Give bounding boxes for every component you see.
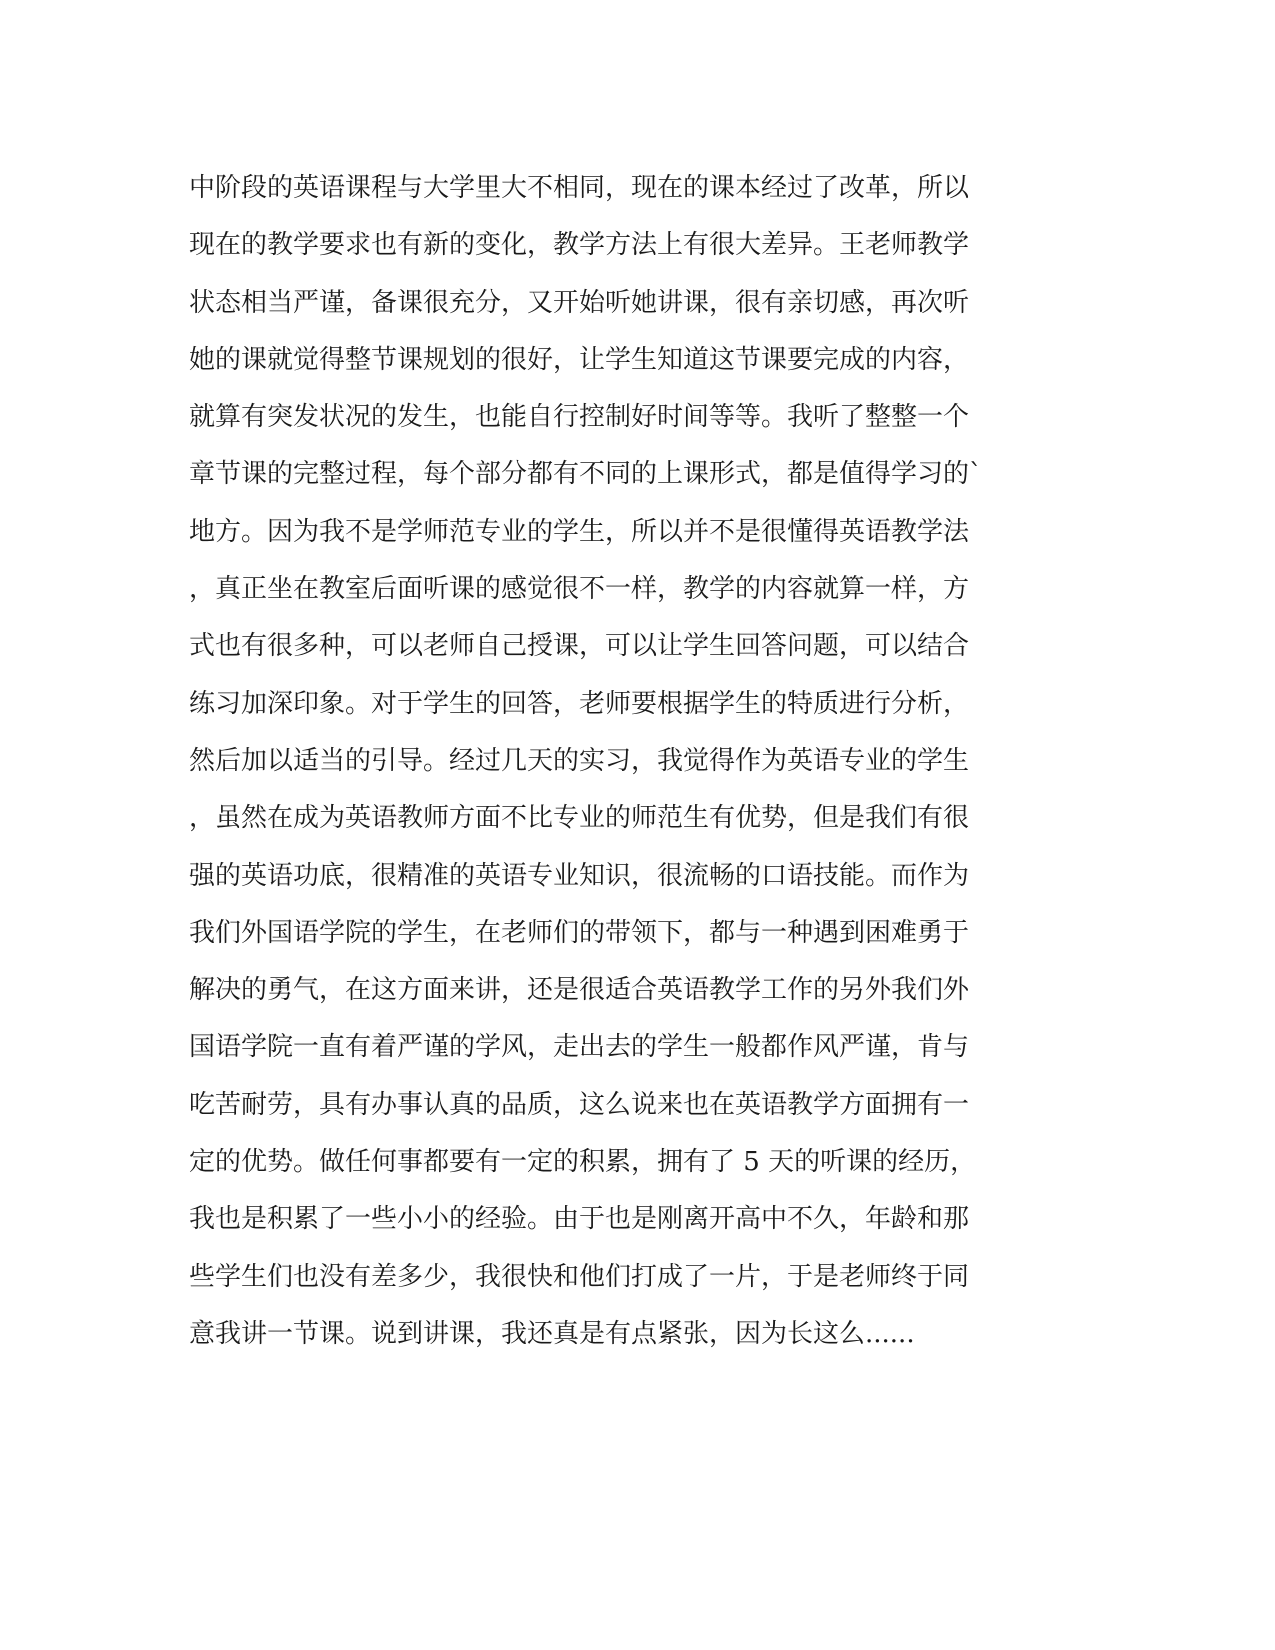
text-line-7: 地方。因为我不是学师范专业的学生，所以并不是很懂得英语教学法 [189,516,970,547]
text-line-21: 意我讲一节课。说到讲课，我还真是有点紧张，因为长这么...... [189,1318,915,1349]
text-line-15: 解决的勇气，在这方面来讲，还是很适合英语教学工作的另外我们外 [189,975,970,1006]
text-line-2: 现在的教学要求也有新的变化，教学方法上有很大差异。王老师教学 [189,230,970,261]
text-line-4: 她的课就觉得整节课规划的很好，让学生知道这节课要完成的内容， [189,344,970,375]
text-line-17: 吃苦耐劳，具有办事认真的品质，这么说来也在英语教学方面拥有一 [189,1089,970,1120]
text-line-14: 我们外国语学院的学生，在老师们的带领下，都与一种遇到困难勇于 [189,917,970,948]
body-text [189,160,1069,1363]
text-line-9: 式也有很多种，可以老师自己授课，可以让学生回答问题，可以结合 [189,631,970,662]
text-line-8: ，真正坐在教室后面听课的感觉很不一样，教学的内容就算一样，方 [189,574,970,605]
text-line-3: 状态相当严谨，备课很充分，又开始听她讲课，很有亲切感，再次听 [189,287,970,318]
text-line-1: 中阶段的英语课程与大学里大不相同，现在的课本经过了改革，所以 [189,173,970,203]
text-line-6: 章节课的完整过程，每个部分都有不同的上课形式，都是值得学习的` [189,459,983,490]
text-line-11: 然后加以适当的引导。经过几天的实习，我觉得作为英语专业的学生 [189,745,970,776]
text-line-20: 些学生们也没有差多少，我很快和他们打成了一片，于是老师终于同 [189,1261,970,1292]
text-line-12: ，虽然在成为英语教师方面不比专业的师范生有优势，但是我们有很 [189,803,970,834]
text-line-16: 国语学院一直有着严谨的学风，走出去的学生一般都作风严谨，肯与 [189,1032,970,1063]
text-line-18: 定的优势。做任何事都要有一定的积累，拥有了 5 天的听课的经历， [189,1147,977,1178]
text-line-10: 练习加深印象。对于学生的回答，老师要根据学生的特质进行分析， [189,688,970,719]
text-line-13: 强的英语功底，很精准的英语专业知识，很流畅的口语技能。而作为 [189,860,970,891]
text-line-5: 就算有突发状况的发生，也能自行控制好时间等等。我听了整整一个 [189,402,970,433]
text-line-19: 我也是积累了一些小小的经验。由于也是刚离开高中不久，年龄和那 [189,1204,970,1235]
